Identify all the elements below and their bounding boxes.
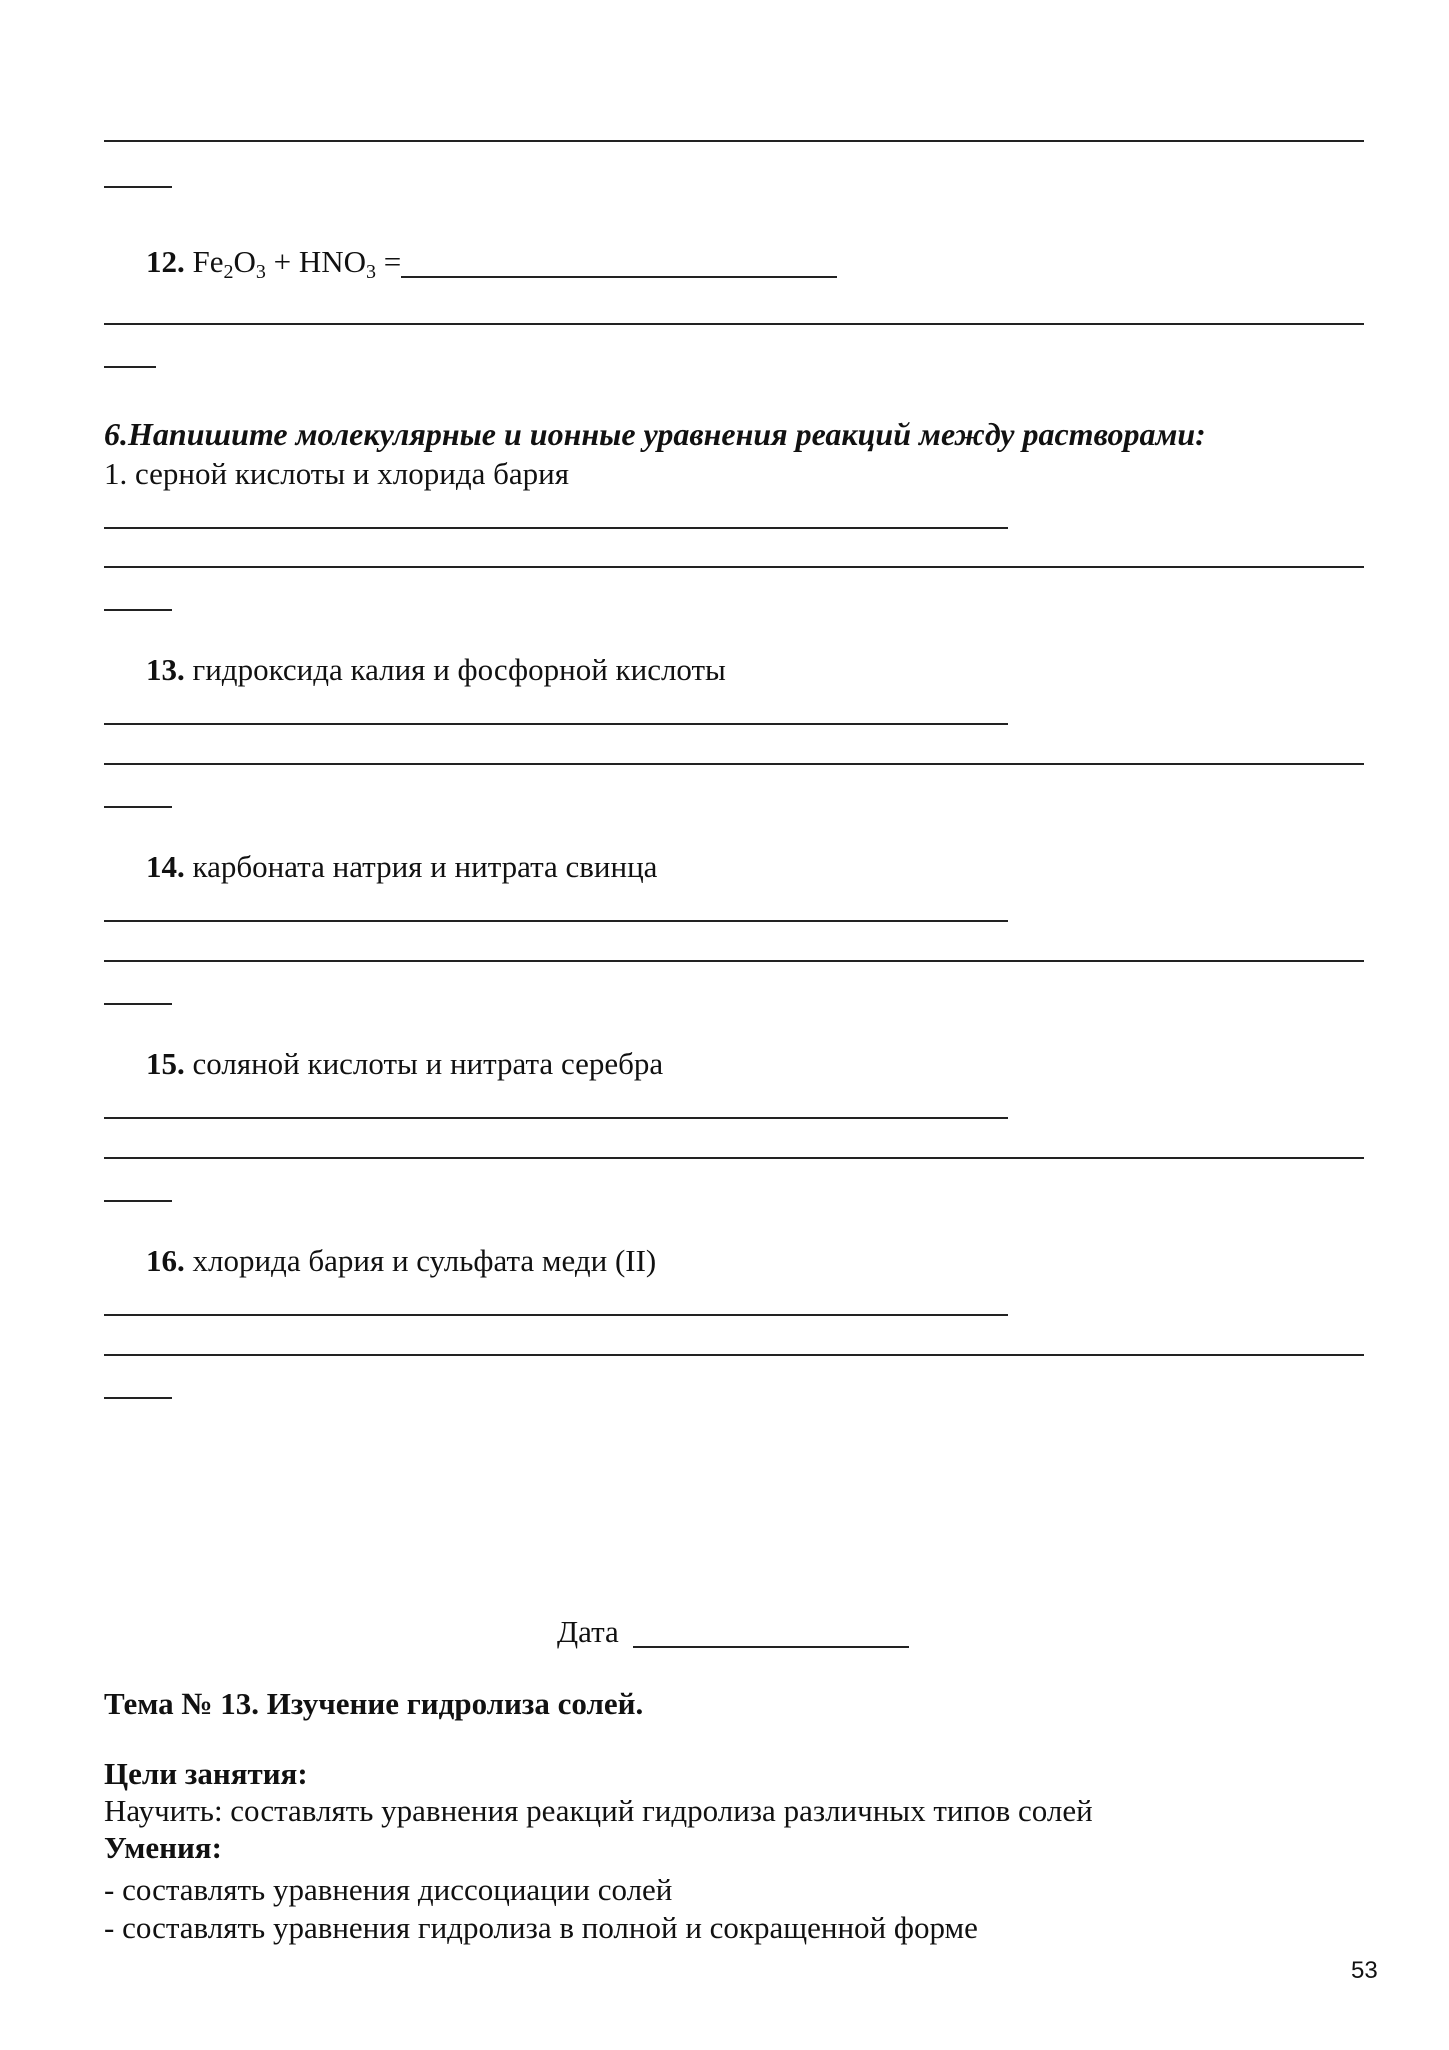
date-blank <box>633 1646 909 1648</box>
answer-line <box>104 1117 1008 1119</box>
answer-line <box>104 920 1008 922</box>
item-1: 1. серной кислоты и хлорида бария <box>104 456 569 491</box>
answer-line-stub <box>104 1003 172 1005</box>
answer-line-stub <box>104 186 172 188</box>
answer-line <box>104 1314 1008 1316</box>
answer-line <box>104 527 1008 529</box>
skill-item-2: - составлять уравнения гидролиза в полной и сокращенной форме <box>104 1910 978 1945</box>
item-15: 15. соляной кислоты и нитрата серебра <box>146 1046 664 1081</box>
topic-title: Тема № 13. Изучение гидролиза солей. <box>104 1686 644 1721</box>
answer-line <box>104 763 1364 765</box>
answer-line-stub <box>104 609 172 611</box>
item-13: 13. гидроксида калия и фосфорной кислоты <box>146 652 726 687</box>
answer-line-stub <box>104 1200 172 1202</box>
answer-line <box>104 1157 1364 1159</box>
skill-item-1: - составлять уравнения диссоциации солей <box>104 1872 673 1907</box>
answer-line <box>104 140 1364 142</box>
answer-line-stub <box>104 806 172 808</box>
item-16: 16. хлорида бария и сульфата меди (II) <box>146 1243 657 1278</box>
date-field <box>557 1614 909 1650</box>
skills-label: Умения: <box>104 1830 222 1865</box>
date-label: Дата <box>557 1614 619 1649</box>
goals-text: Научить: составлять уравнения реакций гидролиза различных типов солей <box>104 1793 1093 1828</box>
answer-line <box>104 1354 1364 1356</box>
section-6-heading: 6.Напишите молекулярные и ионные уравнения реакций между растворами: <box>104 416 1206 452</box>
answer-line <box>104 323 1364 325</box>
answer-line-stub <box>104 366 156 368</box>
item-14: 14. карбоната натрия и нитрата свинца <box>146 849 658 884</box>
answer-line <box>104 960 1364 962</box>
answer-line <box>104 723 1008 725</box>
goals-label: Цели занятия: <box>104 1756 308 1791</box>
answer-line-stub <box>104 1397 172 1399</box>
answer-blank <box>401 276 837 278</box>
task-12-equation: 12. $Fe_2O_3 + HNO_3$ = <box>146 244 837 280</box>
answer-line <box>104 566 1364 568</box>
page-number: 53 <box>1351 1957 1378 1984</box>
task-number: 12. <box>146 244 185 279</box>
